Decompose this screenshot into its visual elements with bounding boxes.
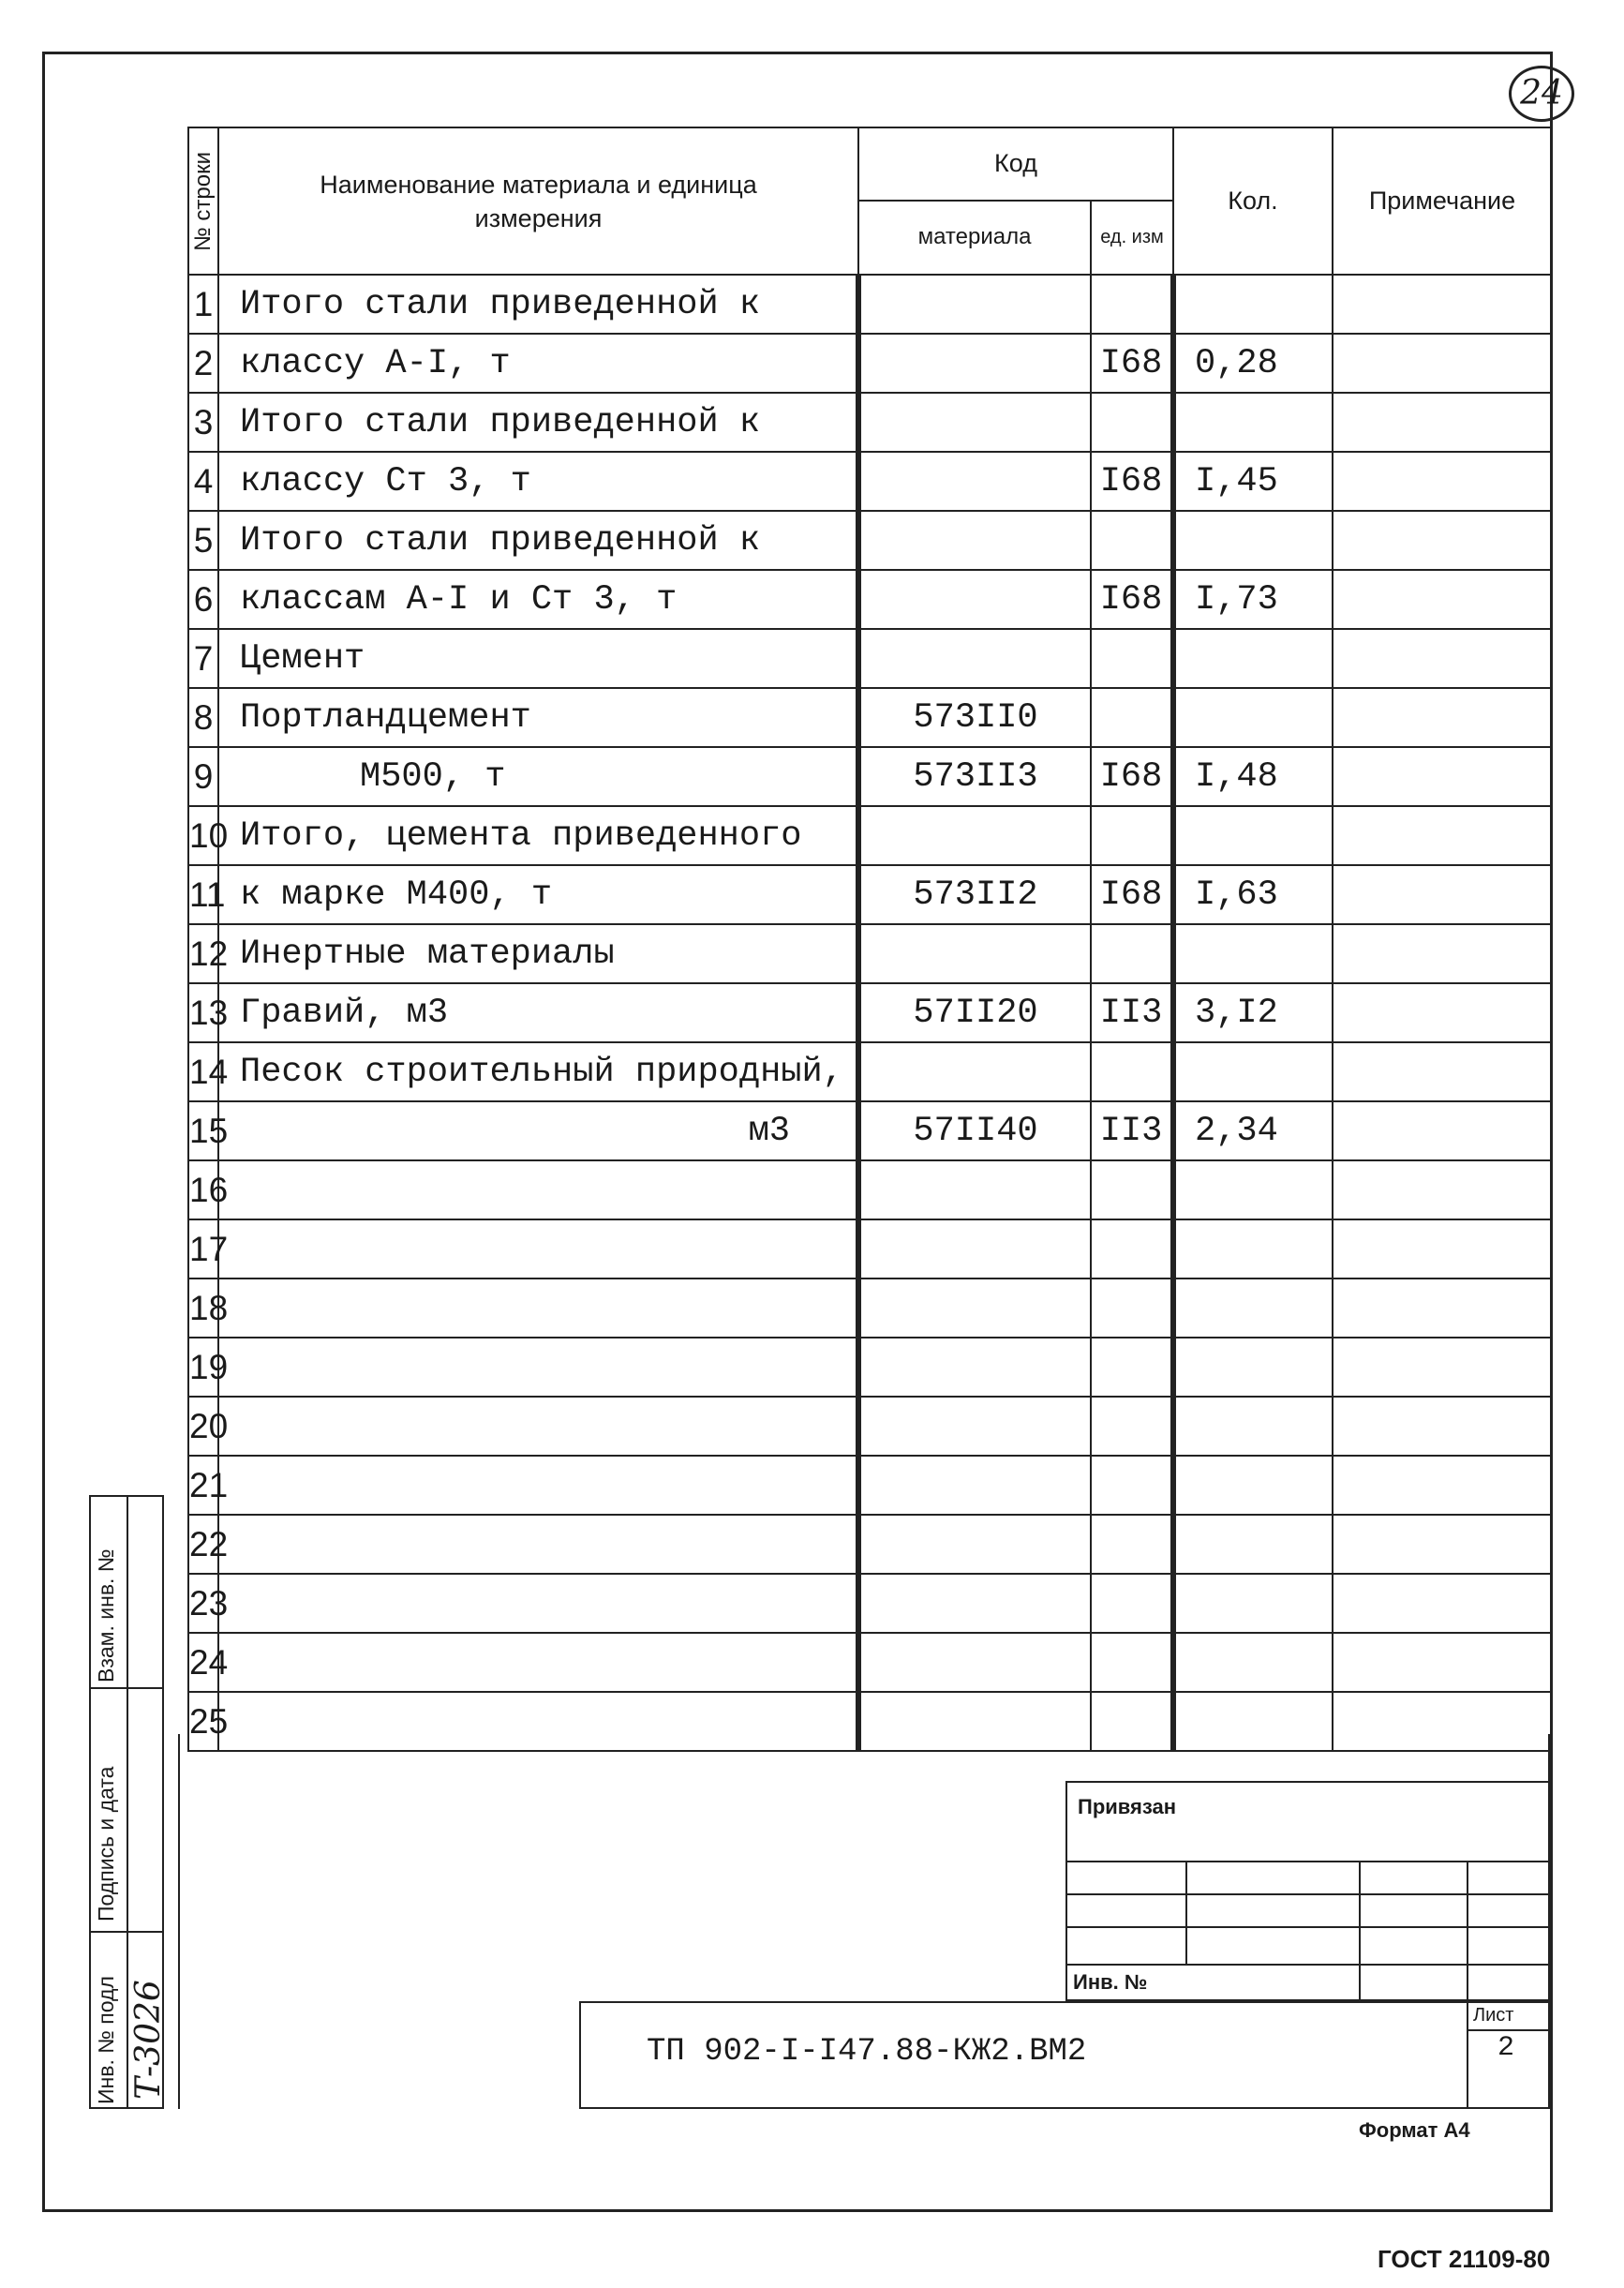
table-row (188, 629, 1552, 688)
material-name (218, 1456, 858, 1515)
unit-code (1091, 1338, 1173, 1397)
pb-vline-1 (1185, 1861, 1187, 1964)
unit-code: I68 (1091, 570, 1173, 629)
unit-code: I68 (1091, 747, 1173, 806)
quantity (1173, 1515, 1333, 1574)
table-row (188, 511, 1552, 570)
table-row (188, 1515, 1552, 1574)
unit-code (1091, 511, 1173, 570)
material-code (858, 334, 1091, 393)
note (1333, 570, 1552, 629)
row-number: 6 (188, 570, 218, 629)
sheet-circle-number: 24 (1509, 66, 1574, 122)
header-note: Примечание (1333, 127, 1552, 275)
unit-code (1091, 1397, 1173, 1456)
row-number: 21 (188, 1456, 218, 1515)
sheet-value: 2 (1497, 2032, 1515, 2064)
table-row (188, 1397, 1552, 1456)
row-number: 10 (188, 806, 218, 865)
side-stamp-line-1 (89, 1687, 164, 1689)
material-code (858, 1279, 1091, 1338)
note (1333, 865, 1552, 924)
material-name (218, 1515, 858, 1574)
quantity (1173, 1279, 1333, 1338)
row-number: 11 (188, 865, 218, 924)
row-number: 3 (188, 393, 218, 452)
quantity: 2,34 (1173, 1101, 1333, 1160)
row-number: 15 (188, 1101, 218, 1160)
note (1333, 452, 1552, 511)
row-number: 18 (188, 1279, 218, 1338)
header-code: Код (858, 127, 1173, 201)
quantity: I,45 (1173, 452, 1333, 511)
privyazan-label: Привязан (1078, 1795, 1177, 1818)
note (1333, 1101, 1552, 1160)
row-number: 7 (188, 629, 218, 688)
header-code-material: материала (858, 201, 1091, 275)
quantity (1173, 1160, 1333, 1219)
unit-code (1091, 275, 1173, 334)
material-code (858, 275, 1091, 334)
material-name: Гравий, м3 (218, 983, 858, 1042)
unit-code (1091, 1515, 1173, 1574)
quantity: 3,I2 (1173, 983, 1333, 1042)
row-number: 4 (188, 452, 218, 511)
quantity (1173, 1633, 1333, 1692)
side-stamp-line-2 (89, 1931, 164, 1933)
table-row (188, 570, 1552, 629)
quantity (1173, 924, 1333, 983)
table-row (188, 1456, 1552, 1515)
material-name: Цемент (218, 629, 858, 688)
table-row (188, 747, 1552, 806)
quantity (1173, 1456, 1333, 1515)
material-code (858, 570, 1091, 629)
note (1333, 1397, 1552, 1456)
row-number: 14 (188, 1042, 218, 1101)
unit-code: II3 (1091, 983, 1173, 1042)
unit-code (1091, 806, 1173, 865)
note (1333, 747, 1552, 806)
material-name: классу А-I, т (218, 334, 858, 393)
quantity: I,48 (1173, 747, 1333, 806)
quantity (1173, 688, 1333, 747)
row-number: 23 (188, 1574, 218, 1633)
unit-code (1091, 393, 1173, 452)
quantity (1173, 1397, 1333, 1456)
side-label-podpis: Подпись и дата (94, 1766, 118, 1922)
material-name (218, 1338, 858, 1397)
note (1333, 1456, 1552, 1515)
material-code (858, 924, 1091, 983)
row-number: 5 (188, 511, 218, 570)
table-row (188, 1101, 1552, 1160)
material-name: Итого стали приведенной к (218, 511, 858, 570)
table-row (188, 688, 1552, 747)
note (1333, 1574, 1552, 1633)
unit-code (1091, 924, 1173, 983)
material-name (218, 1633, 858, 1692)
note (1333, 1633, 1552, 1692)
unit-code: II3 (1091, 1101, 1173, 1160)
format-label: Формат А4 (1359, 2118, 1470, 2142)
row-number: 19 (188, 1338, 218, 1397)
material-name: Портландцемент (218, 688, 858, 747)
material-name (218, 1279, 858, 1338)
material-name: Инертные материалы (218, 924, 858, 983)
sheet-cell-divider (1467, 2001, 1468, 2109)
table-row (188, 1042, 1552, 1101)
header-code-unit: ед. изм (1091, 201, 1173, 275)
material-code (858, 629, 1091, 688)
row-number: 24 (188, 1633, 218, 1692)
note (1333, 1338, 1552, 1397)
material-code (858, 1456, 1091, 1515)
side-stamp-divider (127, 1495, 128, 2109)
gost-label: ГОСТ 21109-80 (1378, 2245, 1551, 2273)
material-name: классу Ст 3, т (218, 452, 858, 511)
table-row (188, 334, 1552, 393)
pb-vline-2 (1359, 1861, 1361, 2001)
material-code (858, 1219, 1091, 1279)
unit-code (1091, 1219, 1173, 1279)
material-code: 57II40 (858, 1101, 1091, 1160)
material-name (218, 1219, 858, 1279)
note (1333, 1160, 1552, 1219)
table-row (188, 452, 1552, 511)
quantity (1173, 629, 1333, 688)
quantity (1173, 511, 1333, 570)
table-row (188, 1279, 1552, 1338)
row-number: 20 (188, 1397, 218, 1456)
note (1333, 393, 1552, 452)
sheet-cell-line (1467, 2029, 1551, 2031)
inv-no-label: Инв. № (1073, 1970, 1148, 1994)
unit-code (1091, 1574, 1173, 1633)
note (1333, 806, 1552, 865)
material-code: 573II2 (858, 865, 1091, 924)
note (1333, 334, 1552, 393)
note (1333, 983, 1552, 1042)
row-number: 8 (188, 688, 218, 747)
pb-line-1 (1065, 1861, 1551, 1862)
pb-line-2 (1065, 1893, 1551, 1895)
quantity: I,73 (1173, 570, 1333, 629)
side-label-vzam: Взам. инв. № (94, 1548, 118, 1682)
row-number: 22 (188, 1515, 218, 1574)
row-number: 9 (188, 747, 218, 806)
side-inv-podl-value: Т-3026 (129, 1980, 168, 2100)
material-code (858, 511, 1091, 570)
table-row (188, 1219, 1552, 1279)
table-row (188, 983, 1552, 1042)
unit-code (1091, 1633, 1173, 1692)
material-code (858, 1042, 1091, 1101)
quantity: 0,28 (1173, 334, 1333, 393)
note (1333, 1042, 1552, 1101)
material-code (858, 1160, 1091, 1219)
unit-code (1091, 1456, 1173, 1515)
quantity (1173, 1574, 1333, 1633)
material-name: Итого стали приведенной к (218, 275, 858, 334)
table-row (188, 865, 1552, 924)
table-row (188, 393, 1552, 452)
pb-line-3 (1065, 1926, 1551, 1928)
note (1333, 275, 1552, 334)
material-name (218, 1574, 858, 1633)
header-row-no: № строки (188, 127, 218, 275)
unit-code (1091, 629, 1173, 688)
row-number: 25 (188, 1692, 218, 1751)
header-name: Наименование материала и единица измерения (218, 127, 858, 275)
material-name: к марке М400, т (218, 865, 858, 924)
table-row (188, 1633, 1552, 1692)
header-qty: Кол. (1173, 127, 1333, 275)
row-number: 1 (188, 275, 218, 334)
unit-code (1091, 1160, 1173, 1219)
side-label-inv-podl: Инв. № подл (94, 1976, 118, 2104)
note (1333, 1219, 1552, 1279)
material-name: М500, т (218, 747, 858, 806)
quantity (1173, 393, 1333, 452)
material-code: 573II0 (858, 688, 1091, 747)
row-number: 13 (188, 983, 218, 1042)
unit-code (1091, 1042, 1173, 1101)
table-row (188, 924, 1552, 983)
unit-code (1091, 688, 1173, 747)
table-row (188, 275, 1552, 334)
material-name: Итого, цемента приведенного (218, 806, 858, 865)
note (1333, 1515, 1552, 1574)
material-code (858, 1633, 1091, 1692)
quantity (1173, 806, 1333, 865)
materials-table (187, 127, 1553, 1752)
note (1333, 629, 1552, 688)
row-number: 12 (188, 924, 218, 983)
unit-code: I68 (1091, 865, 1173, 924)
quantity (1173, 1042, 1333, 1101)
table-row (188, 1574, 1552, 1633)
sheet-label: Лист (1473, 2005, 1514, 2026)
material-code (858, 1338, 1091, 1397)
material-name: Итого стали приведенной к (218, 393, 858, 452)
pb-line-4 (1065, 1964, 1551, 1966)
quantity (1173, 1338, 1333, 1397)
table-row (188, 806, 1552, 865)
quantity (1173, 1219, 1333, 1279)
unit-code: I68 (1091, 452, 1173, 511)
material-name (218, 1397, 858, 1456)
material-code: 57II20 (858, 983, 1091, 1042)
note (1333, 688, 1552, 747)
row-number: 16 (188, 1160, 218, 1219)
material-code: 573II3 (858, 747, 1091, 806)
note (1333, 1279, 1552, 1338)
note (1333, 924, 1552, 983)
pb-vline-3 (1467, 1861, 1468, 2001)
table-row (188, 1338, 1552, 1397)
material-code (858, 1397, 1091, 1456)
material-code (858, 452, 1091, 511)
row-number: 17 (188, 1219, 218, 1279)
unit-code (1091, 1279, 1173, 1338)
material-name (218, 1160, 858, 1219)
material-code (858, 806, 1091, 865)
quantity: I,63 (1173, 865, 1333, 924)
unit-code: I68 (1091, 334, 1173, 393)
material-code (858, 1515, 1091, 1574)
material-name: м3 (218, 1101, 858, 1160)
row-number: 2 (188, 334, 218, 393)
quantity (1173, 275, 1333, 334)
note (1333, 511, 1552, 570)
material-name: классам А-I и Ст 3, т (218, 570, 858, 629)
material-code (858, 393, 1091, 452)
table-row (188, 1160, 1552, 1219)
material-name: Песок строительный природный, (218, 1042, 858, 1101)
designation-text: ТП 902-I-I47.88-КЖ2.ВМ2 (647, 2034, 1087, 2070)
material-code (858, 1574, 1091, 1633)
